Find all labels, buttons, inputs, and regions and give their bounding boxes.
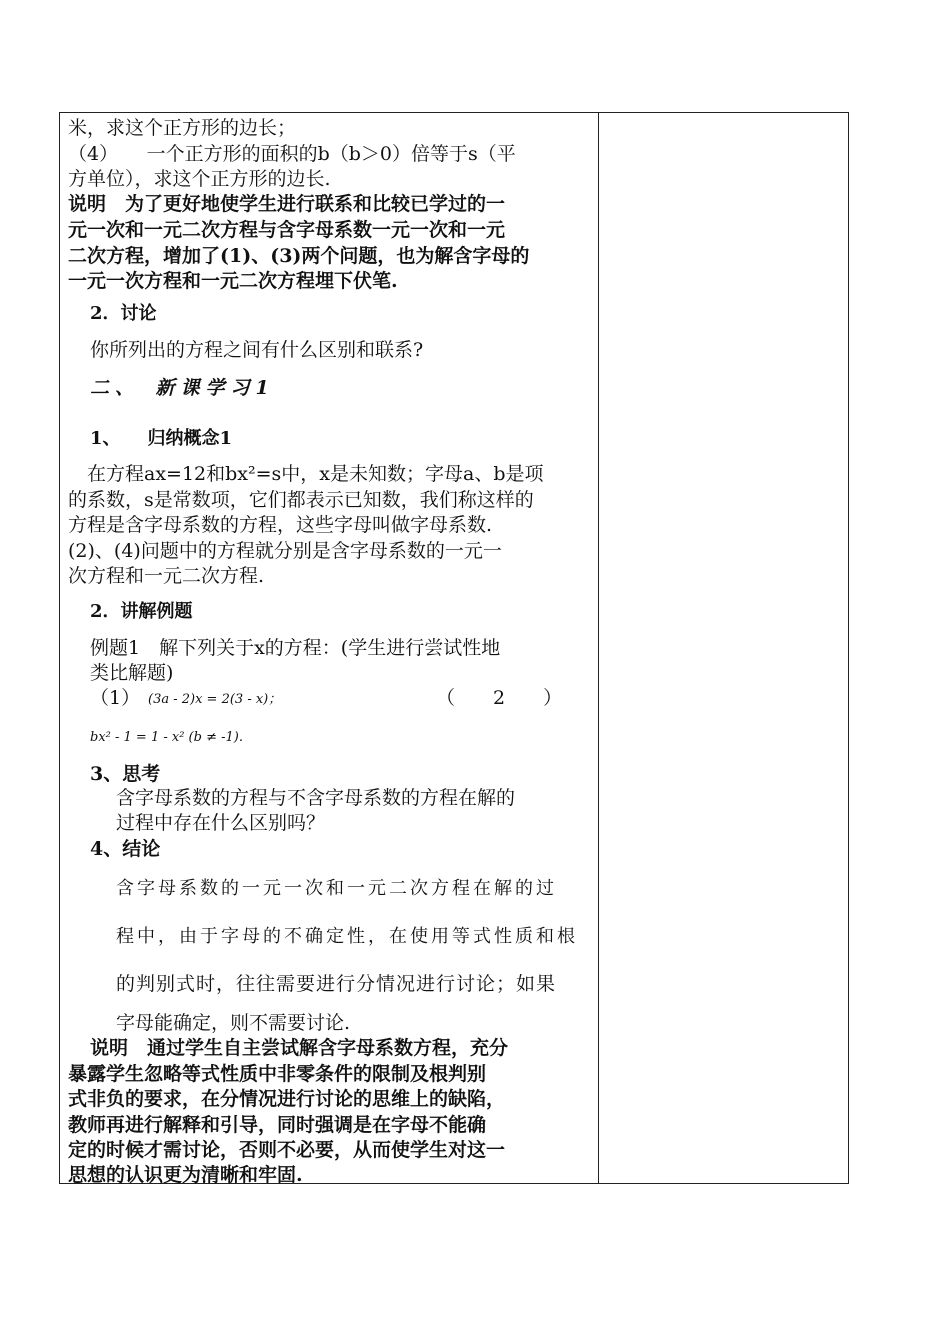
equation-1-label: （1）	[90, 687, 141, 709]
heading-conclusion: 4、结论	[90, 838, 161, 860]
main-content-cell	[60, 113, 598, 1186]
text-line: 方单位），求这个正方形的边长.	[68, 168, 331, 190]
concept-line: 的系数，s是常数项，它们都表示已知数，我们称这样的	[68, 489, 534, 511]
concept-line: (2)、(4)问题中的方程就分别是含字母系数的一元一	[68, 540, 502, 562]
text-line: （4） 一个正方形的面积的b（b＞0）倍等于s（平	[68, 143, 516, 165]
think-line: 含字母系数的方程与不含字母系数的方程在解的	[116, 787, 516, 809]
equation-2-label: （ 2 ）	[436, 687, 563, 709]
note-line: 二次方程，增加了(1)、(3)两个问题，也为解含字母的	[68, 245, 530, 267]
conclusion-line: 程中，由于字母的不确定性，在使用等式性质和根	[116, 926, 578, 947]
section-heading: 二、 新课学习1	[90, 377, 275, 399]
lesson-table	[59, 112, 849, 1184]
note-line: 定的时候才需讨论，否则不必要，从而使学生对这一	[68, 1139, 506, 1161]
conclusion-line: 的判别式时，往往需要进行分情况进行讨论；如果	[116, 973, 557, 995]
conclusion-line: 字母能确定，则不需要讨论.	[116, 1012, 351, 1034]
note-line: 说明 为了更好地使学生进行联系和比较已学过的一	[68, 193, 506, 215]
heading-discuss: 2．讨论	[90, 303, 157, 324]
concept-line: 次方程和一元二次方程.	[68, 565, 265, 587]
heading-concept: 1、 归纳概念1	[90, 428, 233, 449]
text-line: 米，求这个正方形的边长；	[68, 117, 297, 139]
note-line: 一元一次方程和一元二次方程埋下伏笔.	[68, 270, 398, 292]
example-line: 例题1 解下列关于x的方程：(学生进行尝试性地	[90, 637, 501, 659]
note-line: 思想的认识更为清晰和牢固.	[68, 1164, 303, 1186]
equation-2: bx² - 1 = 1 - x² (b ≠ -1).	[90, 730, 243, 745]
concept-line: 在方程ax=12和bx²=s中，x是未知数；字母a、b是项	[68, 463, 544, 485]
equation-1: (3a - 2)x = 2(3 - x)；	[148, 692, 282, 707]
conclusion-line: 含字母系数的一元一次和一元二次方程在解的过	[116, 878, 557, 899]
think-line: 过程中存在什么区别吗？	[116, 812, 326, 834]
note-line: 暴露学生忽略等式性质中非零条件的限制及根判别	[68, 1063, 487, 1085]
note-line: 元一次和一元二次方程与含字母系数一元一次和一元	[68, 219, 506, 241]
note-line: 式非负的要求，在分情况进行讨论的思维上的缺陷，	[68, 1088, 506, 1110]
column-divider	[598, 113, 599, 1183]
side-notes-cell	[600, 113, 848, 1183]
note-line: 说明 通过学生自主尝试解含字母系数方程，充分	[90, 1037, 509, 1059]
example-line: 类比解题)	[90, 662, 174, 684]
concept-line: 方程是含字母系数的方程，这些字母叫做字母系数.	[68, 514, 493, 536]
heading-examples: 2．讲解例题	[90, 601, 193, 622]
discuss-question: 你所列出的方程之间有什么区别和联系?	[90, 339, 424, 361]
note-line: 教师再进行解释和引导，同时强调是在字母不能确	[68, 1114, 487, 1136]
heading-think: 3、思考	[90, 763, 161, 785]
